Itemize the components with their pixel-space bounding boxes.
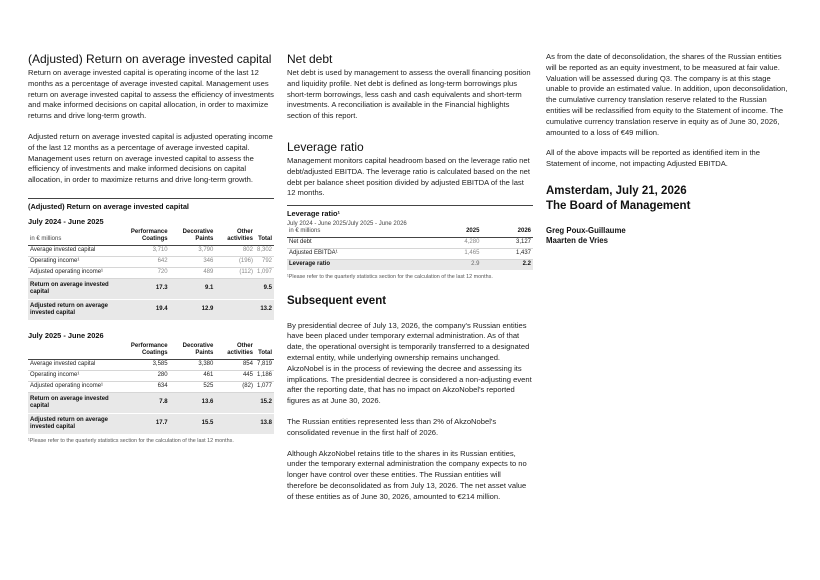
column-conclusion (546, 52, 792, 247)
roic-period-1: July 2024 - June 2025 (28, 216, 104, 226)
roic-table-title: (Adjusted) Return on average invested capital (28, 198, 274, 211)
table-row: Net debt 4,280 3,127 (287, 237, 533, 248)
table-row: Average invested capital 3,585 3,380 854 7,819 (28, 359, 274, 370)
roic-paragraph-2: Adjusted return on average invested capital is adjusted operating income of the last 12 months as a percentage of average invested capital. Management uses return on average invested capital to assess the efficiency of investments and make informed decisions on capital allocation, in order to maximize returns and drive long-term growth. (28, 131, 273, 185)
col-header: Performance Coatings (114, 342, 170, 360)
col-header: Total (255, 228, 274, 246)
leverage-footnote: ¹Please refer to the quarterly statistics section for the calculation of the last 12 months. (287, 273, 493, 280)
table-row: Operating income¹ 642 346 (196) 792 (28, 256, 274, 267)
signature-place-date: Amsterdam, July 21, 2026 (546, 184, 687, 197)
signatory-2: Maarten de Vries (546, 236, 608, 246)
table-row-highlight: Return on average invested capital 17.3 9.1 9.5 (28, 278, 274, 299)
table-row-highlight: Leverage ratio 2.9 2.2 (287, 259, 533, 270)
column-roic (28, 52, 274, 444)
roic-footnote: ¹Please refer to the quarterly statistics section for the calculation of the last 12 months. (28, 437, 234, 444)
unit-label: in € millions (28, 228, 114, 246)
table-row-highlight: Return on average invested capital 7.8 13.6 15.2 (28, 392, 274, 413)
roic-paragraph-1: Return on average invested capital is operating income of the last 12 months as a percentage of average invested capital. Management uses return on average invested capital to assess the efficiency of investments and make informed decisions on capital allocation, in order to maximize returns and drive long-term growth. (28, 68, 274, 121)
table-row: Average invested capital 3,710 3,790 802 8,302 (28, 245, 274, 256)
net-debt-paragraph: Net debt is used by management to assess the overall financing position and liquidity profile. Net debt is defined as long-term borrowings plus short-term borrowings, less cash and cash equivalents and short-term investments. A reconciliation is available in the Financial highlights section of this report. (287, 68, 531, 121)
table-row-highlight: Adjusted return on average invested capital 17.7 15.5 13.8 (28, 413, 274, 434)
col-header: Other activities (215, 342, 255, 360)
subsequent-paragraph-1: By presidential decree of July 13, 2026, the company's Russian entities have been placed under temporary external administration. As of that date, the operational oversight is temporarily transferred to a designated external entity, while underlying ownership remains unchanged. AkzoNobel is in the process of reviewing the decree and assessing its implications. The presidential decree is considered a non-adjusting event after the reporting date, that has no impact on AkzoNobel's reported figures as at June 30, 2026. (287, 320, 532, 406)
leverage-heading: Leverage ratio (287, 139, 364, 154)
table-row: Adjusted EBITDA¹ 1,465 1,437 (287, 248, 533, 259)
net-debt-heading: Net debt (287, 52, 333, 66)
roic-heading: (Adjusted) Return on average invested capital (28, 52, 272, 66)
leverage-table-period: July 2024 - June 2025/July 2025 - June 2026 (287, 221, 407, 228)
col-header: 2026 (481, 227, 533, 237)
col-header: 2025 (430, 227, 482, 237)
column-net-debt (287, 52, 533, 513)
col-header: Performance Coatings (114, 228, 170, 246)
col-header: Other activities (215, 228, 255, 246)
table-row: Adjusted operating income¹ 634 525 (82) 1,077 (28, 381, 274, 392)
signature-board: The Board of Management (546, 199, 691, 212)
signatory-1: Greg Poux-Guillaume (546, 225, 626, 235)
subsequent-paragraph-3: Although AkzoNobel retains title to the shares in its Russian entities, under the temporary external administration the company expects to no longer have control over these entities. The Russian entities will therefore be deconsolidated as from July 13, 2026. The net asset value of these entities as of June 30, 2026, amounted to €214 million. (287, 448, 527, 501)
leverage-table-title: Leverage ratio¹ (287, 205, 533, 218)
subsequent-event-heading: Subsequent event (287, 294, 387, 307)
col-header: Decorative Paints (170, 342, 216, 360)
conclusion-paragraph-1: As from the date of deconsolidation, the shares of the Russian entities will be reported as an equity investment, to be measured at fair value. Valuation will be assessed during Q3. The company is at this stage unable to provide an estimated value. In addition, upon deconsolidation, the cumulative currency translation reserve related to the Russian entities will be reclassified from equity to the Statement of income. The cumulative currency translation reserve in equity as of June 30, 2026, amounted to a loss of €49 million. (546, 52, 788, 137)
leverage-table (287, 227, 533, 271)
col-header: Decorative Paints (170, 228, 216, 246)
signatory-names (546, 226, 792, 247)
roic-table-2 (28, 342, 274, 435)
leverage-paragraph: Management monitors capital headroom based on the leverage ratio net debt/adjusted EBITDA. The leverage ratio is calculated based on the net debt per balance sheet position divided by adjusted EBITDA of the last 12 months. (287, 155, 531, 198)
unit-label: in € millions (287, 227, 430, 237)
conclusion-paragraph-2: All of the above impacts will be reported as identified item in the Statement of income, not impacting Adjusted EBITDA. (546, 148, 761, 169)
table-row: Adjusted operating income¹ 720 489 (112) 1,097 (28, 267, 274, 278)
roic-period-2: July 2025 - June 2026 (28, 330, 104, 340)
col-header: Total (255, 342, 274, 360)
roic-table-1 (28, 228, 274, 321)
subsequent-paragraph-2: The Russian entities represented less than 2% of AkzoNobel's consolidated revenue in the first half of 2026. (287, 417, 497, 437)
table-row-highlight: Adjusted return on average invested capital 19.4 12.9 13.2 (28, 299, 274, 320)
table-row: Operating income¹ 280 461 445 1,186 (28, 370, 274, 381)
